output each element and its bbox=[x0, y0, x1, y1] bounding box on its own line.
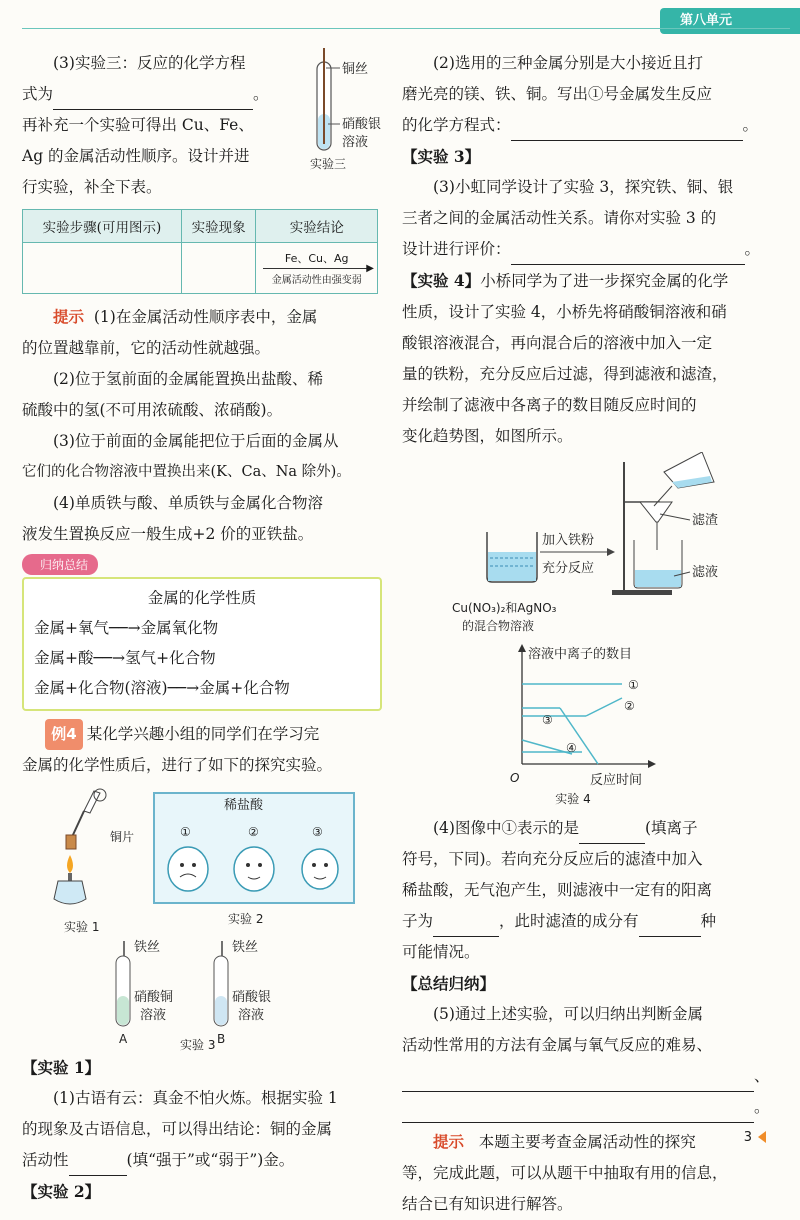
q5-line3: 、 bbox=[402, 1061, 772, 1092]
exp2-heading: 【实验 2】 bbox=[22, 1182, 101, 1201]
tube-a-label: A bbox=[119, 1032, 128, 1046]
exp1-line2: 的现象及古语信息，可以得出结论：铜的金属 bbox=[22, 1120, 333, 1138]
q4-cases-blank[interactable] bbox=[639, 936, 701, 937]
hint-line3: (2)位于氢前面的金属能置换出盐酸、稀 bbox=[53, 370, 323, 388]
line-3-label: ③ bbox=[542, 713, 553, 727]
q3-line3: 设计进行评价： 。 bbox=[402, 234, 772, 265]
summary-tag: 归纳总结 bbox=[22, 554, 98, 575]
experiment-table bbox=[22, 209, 378, 294]
metal-2-number: ② bbox=[248, 825, 259, 839]
hint-line7: (4)单质铁与酸、单质铁与金属化合物溶 bbox=[53, 494, 323, 512]
metal-1-number: ① bbox=[180, 825, 191, 839]
summary-line-1: 金属+氧气──→金属氧化物 bbox=[34, 619, 219, 637]
summary-heading: 【总结归纳】 bbox=[402, 974, 496, 993]
q4-intro-line4: 量的铁粉，充分反应后过滤，得到滤液和滤渣， bbox=[402, 365, 728, 383]
activity-arrow-text: 金属活动性由强变弱 bbox=[271, 275, 362, 286]
example-line2: 金属的化学性质后，进行了如下的探究实验。 bbox=[22, 756, 333, 774]
ag-nitrate-label: 硝酸银 bbox=[232, 990, 272, 1005]
table-cell-phenomena[interactable] bbox=[181, 243, 256, 294]
test-tube-figure bbox=[302, 48, 382, 178]
hint-line6: 它们的化合物溶液中置换出来(K、Ca、Na 除外)。 bbox=[22, 464, 351, 480]
residue-label: 滤渣 bbox=[692, 513, 719, 528]
experiments-figure bbox=[22, 781, 382, 1046]
exp3-line3: 再补充一个实验可得出 Cu、Fe、 bbox=[22, 116, 254, 134]
q5-blank-2[interactable] bbox=[402, 1122, 754, 1123]
table-header-phenomena: 实验现象 bbox=[181, 210, 256, 243]
copper-sheet-label: 铜片 bbox=[110, 830, 135, 844]
q3-line2: 三者之间的金属活动性关系。请你对实验 3 的 bbox=[402, 209, 717, 227]
header-rule bbox=[22, 28, 790, 29]
silver-nitrate-label: 硝酸银 bbox=[342, 117, 382, 132]
summary-title: 金属的化学性质 bbox=[147, 589, 257, 607]
q4-line4: 子为 ，此时滤渣的成分有 种 bbox=[402, 906, 772, 937]
exp3-heading: 【实验 3】 bbox=[402, 147, 481, 166]
acid-label: 稀盐酸 bbox=[224, 798, 264, 813]
q4-intro-line6: 变化趋势图，如图所示。 bbox=[402, 427, 573, 445]
exp1-heading: 【实验 1】 bbox=[22, 1058, 101, 1077]
react-label: 充分反应 bbox=[542, 561, 595, 576]
q4-intro-line5: 并绘制了滤液中各离子的数目随反应时间的 bbox=[402, 396, 697, 414]
exp3-line1: (3)实验三：反应的化学方程 bbox=[53, 54, 246, 72]
q3-line1: (3)小虹同学设计了实验 3，探究铁、铜、银 bbox=[433, 178, 734, 196]
hint-line5: (3)位于前面的金属能把位于后面的金属从 bbox=[53, 432, 339, 450]
filtrate-label: 滤液 bbox=[692, 565, 719, 580]
add-iron-label: 加入铁粉 bbox=[542, 533, 595, 548]
exp2-caption: 实验 2 bbox=[228, 912, 264, 926]
solution-label: 溶液 bbox=[342, 135, 369, 150]
q4-line1: (4)图像中①表示的是 (填离子 bbox=[402, 813, 772, 844]
line-4-label: ④ bbox=[566, 741, 577, 755]
graph-origin: O bbox=[510, 771, 520, 785]
hint-label: 提示 bbox=[53, 308, 85, 326]
activity-order: Fe、Cu、Ag bbox=[284, 252, 349, 265]
cu-nitrate-label: 硝酸铜 bbox=[134, 990, 174, 1005]
q4-line3: 稀盐酸，无气泡产生，则滤液中一定有的阳离 bbox=[402, 881, 713, 899]
cu-solution-label: 溶液 bbox=[140, 1008, 167, 1023]
exp4-caption: 实验 4 bbox=[555, 792, 591, 806]
hint-line8: 液发生置换反应一般生成+2 价的亚铁盐。 bbox=[22, 525, 314, 543]
unit-tab: 第八单元 bbox=[660, 8, 800, 34]
q4-intro-line1: 【实验 4】小桥同学为了进一步探究金属的化学 bbox=[402, 271, 729, 290]
page-number: 3 bbox=[743, 1130, 752, 1145]
table-header-steps: 实验步骤(可用图示) bbox=[23, 210, 182, 243]
hint2-line1: 提示 本题主要考查金属活动性的探究 bbox=[433, 1133, 696, 1151]
summary-section bbox=[22, 554, 382, 711]
q4-line2: 符号，下同)。若向充分反应后的滤渣中加入 bbox=[402, 850, 703, 868]
hint2-label: 提示 bbox=[433, 1133, 465, 1151]
right-column bbox=[402, 48, 772, 1220]
exp3-line5: 行实验，补全下表。 bbox=[22, 178, 162, 196]
table-cell-steps[interactable] bbox=[23, 243, 182, 294]
line-1-label: ① bbox=[628, 678, 639, 692]
summary-box bbox=[22, 577, 382, 711]
mixture-label-1: Cu(NO₃)₂和AgNO₃ bbox=[452, 601, 557, 615]
q4-line5: 可能情况。 bbox=[402, 943, 480, 961]
q4-intro-line3: 酸银溶液混合，再向混合后的溶液中加入一定 bbox=[402, 334, 713, 352]
hint-line1: 提示 (1)在金属活动性顺序表中，金属 bbox=[53, 308, 318, 326]
experiment-2-figure bbox=[154, 793, 354, 926]
hint2-line3: 结合已有知识进行解答。 bbox=[402, 1195, 573, 1213]
summary-line-2: 金属+酸──→氢气+化合物 bbox=[34, 649, 216, 667]
exp1-line3: 活动性 (填“强于”或“弱于”)金。 bbox=[22, 1145, 382, 1176]
exp3-line4: Ag 的金属活动性顺序。设计并进 bbox=[22, 147, 250, 165]
exp3-block bbox=[22, 48, 382, 203]
table-cell-conclusion bbox=[256, 243, 378, 294]
example-line1: 例4 某化学兴趣小组的同学们在学习完 bbox=[22, 719, 382, 750]
q5-line1: (5)通过上述实验，可以归纳出判断金属 bbox=[433, 1005, 703, 1023]
graph-ylabel: 溶液中离子的数目 bbox=[528, 647, 633, 662]
mixture-label-2: 的混合物溶液 bbox=[462, 619, 535, 633]
hint-line2: 的位置越靠前，它的活动性就越强。 bbox=[22, 339, 271, 357]
q2-line1: (2)选用的三种金属分别是大小接近且打 bbox=[433, 54, 703, 72]
hint-line4: 硫酸中的氢(不可用浓硫酸、浓硝酸)。 bbox=[22, 401, 283, 419]
q2-line3: 的化学方程式： 。 bbox=[402, 110, 772, 141]
table-header-conclusion: 实验结论 bbox=[256, 210, 378, 243]
exp3-caption: 实验三 bbox=[310, 157, 347, 171]
copper-wire-label: 铜丝 bbox=[342, 62, 369, 77]
tube-b-label: B bbox=[217, 1032, 226, 1046]
exp1-caption: 实验 1 bbox=[64, 920, 100, 934]
page-arrow-icon bbox=[758, 1131, 766, 1143]
graph-xlabel: 反应时间 bbox=[590, 773, 643, 788]
q5-line2: 活动性常用的方法有金属与氧气反应的难易、 bbox=[402, 1036, 713, 1054]
line-2-label: ② bbox=[624, 699, 635, 713]
q5-line4: 。 bbox=[402, 1092, 772, 1123]
activity-arrow: ▶ bbox=[263, 268, 370, 269]
iron-wire-label-a: 铁丝 bbox=[134, 940, 161, 955]
example-tag: 例4 bbox=[45, 719, 82, 750]
hint2-line2: 等，完成此题，可以从题干中抽取有用的信息， bbox=[402, 1164, 728, 1182]
experiment-4-figure bbox=[402, 452, 772, 792]
metal-3-number: ③ bbox=[312, 825, 323, 839]
experiment-3-figure bbox=[116, 939, 271, 1046]
exp4-heading: 【实验 4】 bbox=[402, 271, 481, 290]
q2-line2: 磨光亮的镁、铁、铜。写出①号金属发生反应 bbox=[402, 85, 713, 103]
iron-wire-label-b: 铁丝 bbox=[232, 940, 259, 955]
q4-intro-line2: 性质，设计了实验 4，小桥先将硝酸铜溶液和硝 bbox=[402, 303, 727, 321]
q2-answer-blank[interactable] bbox=[511, 140, 743, 141]
exp1-line1: (1)古语有云：真金不怕火炼。根据实验 1 bbox=[53, 1089, 338, 1107]
exp3-line2: 式为 。 bbox=[22, 79, 297, 110]
experiment-1-figure bbox=[54, 789, 134, 934]
summary-line-3: 金属+化合物(溶液)──→金属+化合物 bbox=[34, 679, 290, 697]
left-column: (3)实验三：反应的化学方程 式为 。 再补充一个实验可得出 Cu、Fe、 Ag 的金属活动性顺序。设计并进 行实验，补全下表。 铜丝 硝酸银 溶液 实验三 实验步骤(可用图示) 实验现象 实验结论 Fe、Cu、Ag ▶ 金属活动性由强变弱 提示 (1)在金属活动性顺序表中，金属 的位置越靠前，它的活动性就越强。 (2)位于氢前面的金属能置换出盐酸、稀 硫酸中的氢(不可用浓硫酸、浓硝酸)。 (3)位于前面的金属能把位于后面的金属从 它们的化合物溶液中置换出来(K、Ca、Na 除外)。 (4)单质铁与酸、单质铁与金属化合物溶 液发生置换反应一般生成+2 价的亚铁盐。 归纳总结 金属的化学性质 金属+氧气──→金属氧化物 金属+酸──→氢气+化合物 金属+化合物(溶液)──→金属+化合物 例4 某化学兴趣小组的同学们在学习完 金属的化学性质后，进行了如下的探究实验。 铜片 实验 1 稀盐酸 ① ② ③ 实验 2 铁丝 硝酸铜 溶液 A 铁丝 硝酸银 溶液 B 实验 3 【实验 1】 (1)古语有云：真金不怕火炼。根据实验 1 的现象及古语信息，可以得出结论：铜的金属 活动性 (填“强于”或“弱于”)金。 【实验 2】 bbox=[22, 48, 382, 1207]
ag-solution-label: 溶液 bbox=[238, 1008, 265, 1023]
